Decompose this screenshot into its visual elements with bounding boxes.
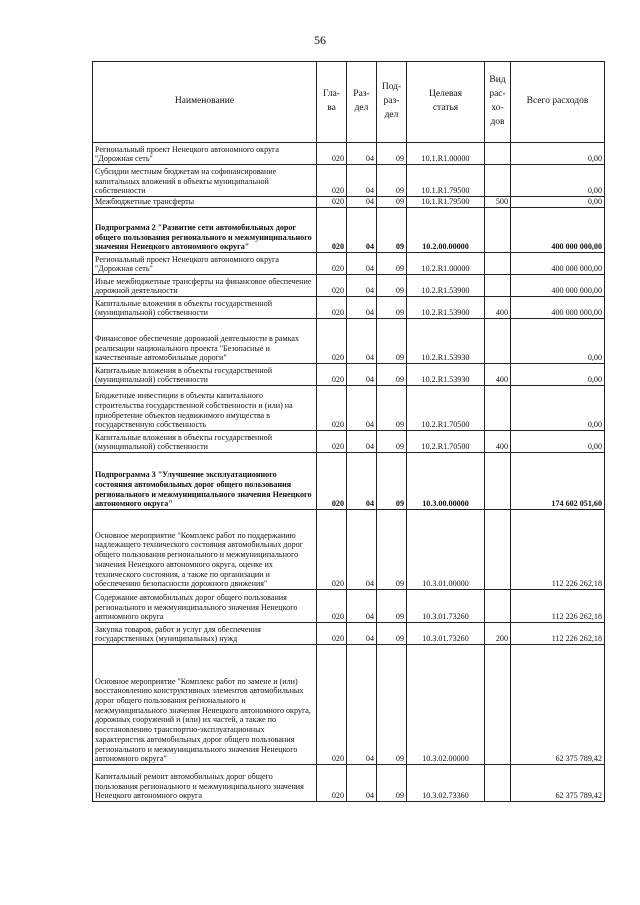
amount-cell: 112 226 262,18 [511,623,605,645]
amount-cell: 0,00 [511,143,605,165]
section-cell: 04 [347,623,377,645]
header-target [407,62,485,143]
table-row [93,143,605,165]
row-name-cell: Субсидии местным бюджетам на софинансирование капитальных вложений в объекты муниципальной собственности [93,165,317,197]
target-article-cell: 10.1.R1.79500 [407,165,485,197]
amount-cell: 0,00 [511,431,605,453]
chapter-cell: 020 [317,165,347,197]
header-section-label: Раз- дел [353,89,370,113]
budget-table [92,61,605,802]
row-name-cell: Региональный проект Ненецкого автономного округа "Дорожная сеть" [93,253,317,275]
section-cell: 04 [347,765,377,802]
section-cell: 04 [347,645,377,765]
chapter-cell: 020 [317,431,347,453]
table-row [93,431,605,453]
header-subsection-label: Под- раз- дел [381,82,402,120]
section-cell: 04 [347,165,377,197]
chapter-cell: 020 [317,197,347,208]
table-row [93,510,605,590]
subsection-cell: 09 [377,165,407,197]
target-article-cell: 10.1.R1.79500 [407,197,485,208]
target-article-cell: 10.2.R1.70500 [407,386,485,431]
expense-type-cell: 500 [485,197,511,208]
row-name-cell: Основное мероприятие "Комплекс работ по поддержанию надлежащего технического состояния автомобильных дорог общего пользования регионального и межмуниципального значения Ненецкого автономного округа, оценке их технического состояния, а также по организации и обеспечению безопасности дорожного движения" [93,510,317,590]
expense-type-cell [485,453,511,510]
target-article-cell: 10.2.00.00000 [407,208,485,253]
amount-cell: 112 226 262,18 [511,510,605,590]
target-article-cell: 10.3.01.00000 [407,510,485,590]
row-name-cell: Закупка товаров, работ и услуг для обеспечения государственных (муниципальных) нужд [93,623,317,645]
row-name-cell: Межбюджетные трансферты [93,197,317,208]
row-name-cell: Капитальные вложения в объекты государственной (муниципальной) собственности [93,364,317,386]
target-article-cell: 10.2.R1.53900 [407,275,485,297]
section-cell: 04 [347,590,377,623]
header-target-label: Целевая статья [429,89,462,113]
amount-cell: 0,00 [511,165,605,197]
table-row [93,645,605,765]
section-cell: 04 [347,143,377,165]
table-row [93,590,605,623]
expense-type-cell [485,253,511,275]
header-name: Наименование [93,62,317,143]
section-cell: 04 [347,275,377,297]
chapter-cell: 020 [317,364,347,386]
subsection-cell: 09 [377,275,407,297]
chapter-cell: 020 [317,623,347,645]
expense-type-cell: 400 [485,297,511,319]
chapter-cell: 020 [317,590,347,623]
expense-type-cell [485,165,511,197]
amount-cell: 0,00 [511,386,605,431]
target-article-cell: 10.3.01.73260 [407,623,485,645]
section-cell: 04 [347,510,377,590]
row-name-cell: Содержание автомобильных дорог общего пользования регионального и межмуниципального значения Ненецкого автономного округа [93,590,317,623]
section-cell: 04 [347,431,377,453]
expense-type-cell [485,510,511,590]
table-row [93,165,605,197]
section-cell: 04 [347,208,377,253]
table-row [93,208,605,253]
chapter-cell: 020 [317,386,347,431]
row-name-cell: Иные межбюджетные трансферты на финансовое обеспечение дорожной деятельности [93,275,317,297]
expense-type-cell [485,765,511,802]
chapter-cell: 020 [317,297,347,319]
header-exp-type [485,62,511,143]
row-name-cell: Подпрограмма 2 "Развитие сети автомобильных дорог общего пользования регионального и межмуниципального значения Ненецкого автономного округа" [93,208,317,253]
target-article-cell: 10.2.R1.53900 [407,297,485,319]
table-row [93,275,605,297]
subsection-cell: 09 [377,197,407,208]
amount-cell: 62 375 789,42 [511,765,605,802]
amount-cell: 0,00 [511,197,605,208]
subsection-cell: 09 [377,510,407,590]
row-name-cell: Финансовое обеспечение дорожной деятельности в рамках реализации национального проекта "Безопасные и качественные автомобильные дороги" [93,319,317,364]
target-article-cell: 10.3.02.73360 [407,765,485,802]
section-cell: 04 [347,253,377,275]
amount-cell: 400 000 000,00 [511,275,605,297]
header-total: Всего расходов [511,62,605,143]
subsection-cell: 09 [377,453,407,510]
table-row [93,319,605,364]
expense-type-cell: 400 [485,431,511,453]
chapter-cell: 020 [317,453,347,510]
row-name-cell: Подпрограмма 3 "Улучшение эксплуатационного состояния автомобильных дорог общего пользования регионального и межмуниципального значения Ненецкого автономного округа" [93,453,317,510]
row-name-cell: Основное мероприятие "Комплекс работ по замене и (или) восстановлению конструктивных элементов автомобильных дорог общего пользования регионального и межмуниципального значения Ненецкого автономного округа, дорожных сооружений и (или) их частей, а также по восстановлению транспортно-эксплуатационных характеристик автомобильных дорог общего пользования регионального и межмуниципального значения Ненецкого автономного округа" [93,645,317,765]
amount-cell: 400 000 000,00 [511,253,605,275]
section-cell: 04 [347,297,377,319]
expense-type-cell [485,208,511,253]
expense-type-cell [485,386,511,431]
amount-cell: 400 000 000,00 [511,297,605,319]
section-cell: 04 [347,453,377,510]
amount-cell: 174 602 051,60 [511,453,605,510]
subsection-cell: 09 [377,297,407,319]
section-cell: 04 [347,386,377,431]
row-name-cell: Капитальные вложения в объекты государственной (муниципальной) собственности [93,297,317,319]
expense-type-cell [485,645,511,765]
amount-cell: 0,00 [511,364,605,386]
subsection-cell: 09 [377,364,407,386]
subsection-cell: 09 [377,431,407,453]
chapter-cell: 020 [317,510,347,590]
subsection-cell: 09 [377,623,407,645]
row-name-cell: Бюджетные инвестиции в объекты капитального строительства государственной собственности и (или) на приобретение объектов недвижимого имущества в государственную собственность [93,386,317,431]
page-number: 56 [314,33,326,47]
table-row [93,364,605,386]
subsection-cell: 09 [377,253,407,275]
amount-cell: 0,00 [511,319,605,364]
table-row [93,197,605,208]
header-chapter-label: Гла- ва [323,89,340,113]
expense-type-cell: 400 [485,364,511,386]
amount-cell: 400 000 000,00 [511,208,605,253]
target-article-cell: 10.3.02.00000 [407,645,485,765]
subsection-cell: 09 [377,143,407,165]
table-row [93,253,605,275]
row-name-cell: Региональный проект Ненецкого автономного округа "Дорожная сеть" [93,143,317,165]
expense-type-cell [485,590,511,623]
row-name-cell: Капитальные вложения в объекты государственной (муниципальной) собственности [93,431,317,453]
chapter-cell: 020 [317,275,347,297]
header-subsection [377,62,407,143]
chapter-cell: 020 [317,253,347,275]
table-row [93,765,605,802]
section-cell: 04 [347,319,377,364]
header-section [347,62,377,143]
table-row [93,453,605,510]
header-exp-type-label: Вид рас- хо- дов [489,75,506,127]
target-article-cell: 10.2.R1.53930 [407,364,485,386]
subsection-cell: 09 [377,590,407,623]
chapter-cell: 020 [317,645,347,765]
target-article-cell: 10.3.01.73260 [407,590,485,623]
section-cell: 04 [347,197,377,208]
table-row [93,297,605,319]
target-article-cell: 10.2.R1.00000 [407,253,485,275]
section-cell: 04 [347,364,377,386]
row-name-cell: Капитальный ремонт автомобильных дорог общего пользования регионального и межмуниципального значения Ненецкого автономного округа [93,765,317,802]
table-row [93,386,605,431]
subsection-cell: 09 [377,765,407,802]
subsection-cell: 09 [377,319,407,364]
expense-type-cell [485,275,511,297]
amount-cell: 112 226 262,18 [511,590,605,623]
expense-type-cell [485,319,511,364]
amount-cell: 62 375 789,42 [511,645,605,765]
header-chapter [317,62,347,143]
expense-type-cell: 200 [485,623,511,645]
chapter-cell: 020 [317,319,347,364]
target-article-cell: 10.1.R1.00000 [407,143,485,165]
target-article-cell: 10.3.00.00000 [407,453,485,510]
subsection-cell: 09 [377,386,407,431]
chapter-cell: 020 [317,208,347,253]
expense-type-cell [485,143,511,165]
table-row [93,623,605,645]
target-article-cell: 10.2.R1.53930 [407,319,485,364]
chapter-cell: 020 [317,765,347,802]
chapter-cell: 020 [317,143,347,165]
subsection-cell: 09 [377,645,407,765]
subsection-cell: 09 [377,208,407,253]
header-row [93,62,605,143]
target-article-cell: 10.2.R1.70500 [407,431,485,453]
